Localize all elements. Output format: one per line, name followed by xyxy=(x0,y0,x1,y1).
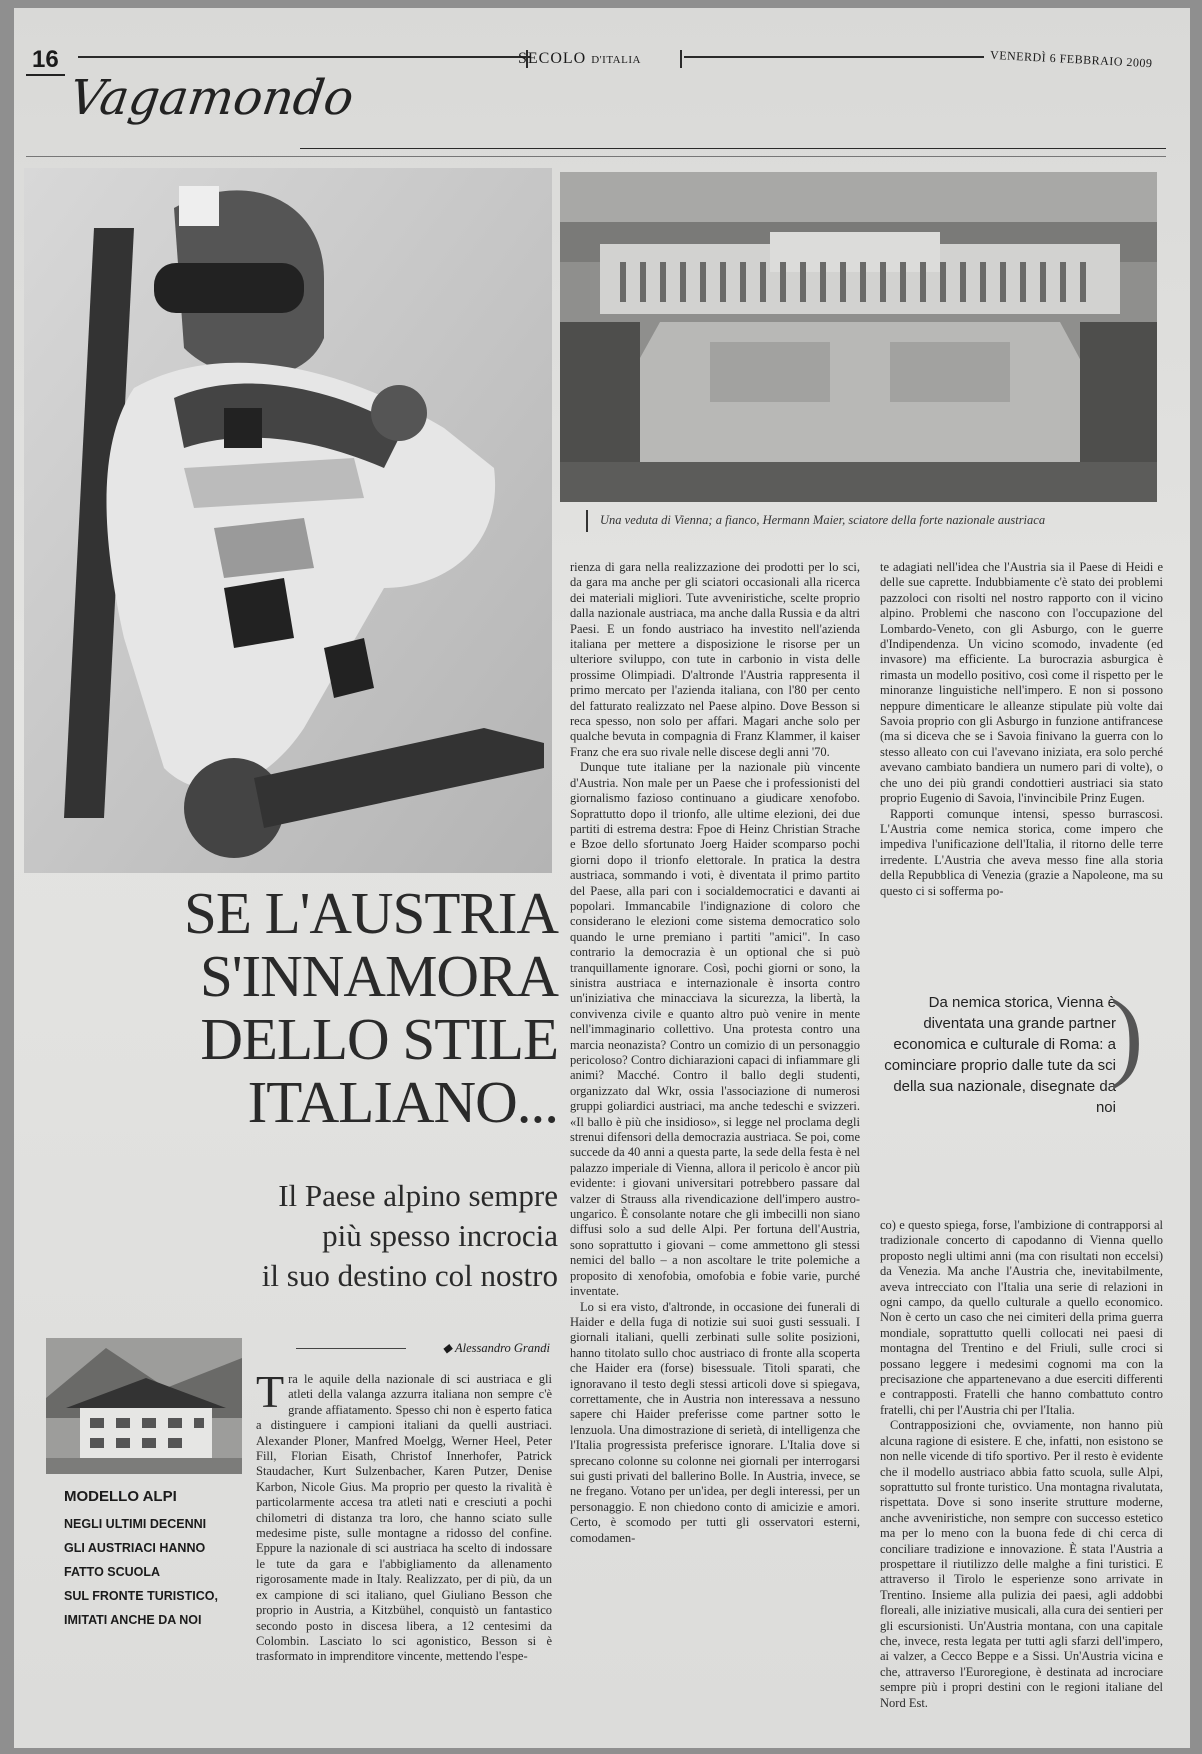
subhead-line: Il Paese alpino sempre xyxy=(278,1178,558,1213)
dateline: VENERDÌ 6 FEBBRAIO 2009 xyxy=(989,47,1153,71)
sidebar-title: MODELLO ALPI xyxy=(64,1488,177,1505)
section-title: Vagamondo xyxy=(66,70,358,126)
skier-photo xyxy=(24,168,552,873)
headline-line: S'INNAMORA xyxy=(200,943,558,1009)
byline: ◆ Alessandro Grandi xyxy=(442,1341,550,1355)
headline xyxy=(40,882,558,1134)
headline-line: ITALIANO... xyxy=(247,1069,558,1135)
headline-line: DELLO STILE xyxy=(200,1006,558,1072)
subheadline xyxy=(40,1176,558,1296)
sidebar-body xyxy=(64,1512,244,1632)
page-number: 16 xyxy=(26,46,65,76)
article-column-3-continued xyxy=(880,1218,1163,1738)
article-text: ra le aquile della nazionale di sci austriaca e gli atleti della valanga azzurra italiana non sempre c'è grande affiatamento. Spesso chi non è esperto fatica a distinguere i campioni italiani da quelli austriaci. Alexander Ploner, Manfred Moelgg, Werner Heel, Peter Fill, Florian Eisath, Christof Innerhofer, Patrick Staudacher, Kurt Sulzenbacher, Karen Putzer, Denise Karbon, Nicole Gius. Ma proprio per questo la rivalità è particolarmente accesa tra atleti nati e cresciuti a pochi chilometri di distanza tra loro, che hanno sciato sulle medesime piste, sulle montagne a ridosso del confine. Eppure la nazionale di sci austriaca ha scelto di indossare le tute da gara e l'abbigliamento da allenamento rigorosamente made in Italy. Realizzato, per di più, da un ex campione di sci italiano, quel Giuliano Besson che proprio in Austria, a Kitzbühel, conquistò un fantastico secondo posto in discesa libera, a 12 centesimi da Colombin. Lasciato lo sci agonistico, Besson si è trasformato in imprenditore vincente, mettendo l'espe- xyxy=(256,1372,552,1664)
headline-line: SE L'AUSTRIA xyxy=(184,880,558,946)
pull-quote: Da nemica storica, Vienna è diventata una grande partner economica e culturale di Roma: a cominciare proprio dalle tute da sci della sua nazionale, disegnate da noi xyxy=(884,994,1116,1116)
pull-quote-bracket: ) xyxy=(1110,979,1144,1090)
sidebar-line: NEGLI ULTIMI DECENNI xyxy=(64,1517,207,1531)
masthead-title: SECOLO xyxy=(518,50,587,67)
article-paragraph: Contrapposizioni che, ovviamente, non hanno più alcuna ragione di esistere. E che, infatti, non esistono se non nelle vicende di tifo sportivo. Per il resto è evidente che il modello austriaco abbia fatto scuola, sulle Alpi, soprattutto sul fronte turistico. Una montagna rivalutata, rispettata. Dove si sono inserite strutture moderne, anche avveniristiche, non sempre con successo estetico ma per lo meno con la buona fede di chi cerca di conciliare tradizione e innovazione. È stata l'Austria a prospettare il riutilizzo delle malghe a fini turistici. E attraverso il Tirolo le esperienze sono arrivate in Trentino. Insieme alla pulizia dei paesi, agli addobbi floreali, alle iniziative musicali, alla cura dei sentieri per gli escursionisti. Un'Austria montana, con una capitale che, invece, resta legata per tutti agli sfarzi dell'impero, ai valzer, a Cecco Beppe e a Sissi. Un'Austria vicina e che, attraverso l'Euroregione, è destinata ad incrociare sempre più i propri destini con le regioni italiane del Nord Est. xyxy=(880,1418,1163,1710)
sidebar-line: SUL FRONTE TURISTICO, xyxy=(64,1589,218,1603)
article-paragraph: co) e questo spiega, forse, l'ambizione di contrapporsi al tradizionale concerto di capodanno di Vienna quello proposto negli ultimi anni (ma con risultati non eccelsi) da Venezia. Ma anche l'Austria che, inevitabilmente, aveva intrecciato con l'Italia una serie di relazioni in ogni campo, da quello culturale a quello economico. Non è certo un caso che nei cimiteri della prima guerra mondiale, soprattutto quelli collocati nei paesi di montagna del Trentino e del Friuli, sulle croci si possano leggere i medesimi cognomi ma con la precisazione che appartenevano a due eserciti differenti e contrapposti. Fratelli che hanno combattuto contro fratelli, chi per l'Austria chi per l'Italia. xyxy=(880,1218,1163,1417)
article-paragraph: Lo si era visto, d'altronde, in occasione dei funerali di Haider e della fuga di notizie sui suoi gusti sessuali. I giornali italiani, quelli zerbinati sulle solite posizioni, hanno titolato sullo choc austriaco di fronte alla scoperta che Haider era (forse) bisessuale. Titoli sparati, che ignoravano il testo degli stessi articoli dove si spiegava, correttamente, che in Austria non interessava a nessuno sapere chi Haider preferisse come partner sotto le lenzuola. Una dimostrazione di serietà, di intelligenza che l'Italia progressista preferisce ignorare. L'Italia dove si sprecano colonne su colonne nei giornali per interrogarsi sui gusti privati del ballerino Bolle. In Austria, invece, se ne fregano. Votano per un'idea, per degli interessi, per un personaggio. E non chiedono conto di amicizie e amori. Certo, è scomodo per tutti gli osservatori esterni, comodamen- xyxy=(570,1299,860,1545)
sidebar-line: FATTO SCUOLA xyxy=(64,1565,161,1579)
photo-caption: Una veduta di Vienna; a fianco, Hermann Maier, sciatore della forte nazionale austriaca xyxy=(600,513,1046,527)
section-rule xyxy=(300,148,1166,149)
sidebar-line: IMITATI ANCHE DA NOI xyxy=(64,1613,202,1627)
article-paragraph: Rapporti comunque intensi, spesso burrascosi. L'Austria come nemica storica, come impero che impediva l'unificazione dell'Italia, il ritorno delle terre irredente. L'Austria che aveva messo fine alla storia della Repubblica di Venezia (grazie a Napoleone, ma su questo ci si sofferma po- xyxy=(880,806,1163,898)
header-rule-left xyxy=(78,56,530,58)
subhead-line: il suo destino col nostro xyxy=(261,1258,558,1293)
section-rule-2 xyxy=(26,156,1166,157)
masthead-subtitle: D'ITALIA xyxy=(591,54,641,66)
drop-cap: T xyxy=(256,1372,285,1417)
author-name: Alessandro Grandi xyxy=(454,1341,550,1355)
article-paragraph: te adagiati nell'idea che l'Austria sia il Paese di Heidi e delle sue caprette. Indubbiamente c'è stato dei problemi pazzoloci con risolti nel nostro rapporto con il vicino alpino. Problemi che nascono con l'occupazione del Lombardo-Veneto, con gli Asburgo, con le guerre d'Indipendenza. Un vicino scomodo, invadente (ed invasore) ma efficiente. La burocrazia asburgica è rimasta un modello positivo, così come il rispetto per le minoranze linguistiche nell'impero. E non si possono neppure dimenticare le alleanze stipulate più volte dai Savoia proprio con gli Asburgo in funzione antifrancese (ma si diceva che se i Savoia finivano la guerra con lo stesso alleato con cui l'avevano iniziata, era solo perché avevano cambiato bandiera un numero pari di volte), o che uno dei più grandi condottieri austriaci sia stato proprio Eugenio di Savoia, l'invincibile Prinz Eugen. xyxy=(880,560,1163,806)
caption-marker xyxy=(586,510,588,532)
vienna-photo xyxy=(560,172,1157,502)
article-paragraph: Dunque tute italiane per la nazionale più vincente d'Austria. Non male per un Paese che i professionisti del giornalismo fazioso continuano a giudicare xenofobo. Soprattutto dopo il trionfo, alle ultime elezioni, dei due partiti di estrema destra: Fpoe di Heinz Christian Strache e Bzoe dello sfortunato Joerg Haider scomparso pochi giorni dopo il trionfo elettorale. In pratica la destra austriaca, sommando i voti, è diventata il primo partito del Paese, alla pari con i socialdemocratici e davanti ai popolari. Immancabile l'indignazione di coloro che considerano le elezioni come sistema democratico solo quando le urne premiano i partiti "amici". In caso contrario la democrazia è un optional che si può tranquillamente ignorare. Così, pochi giorni or sono, la sinistra austriaca e internazionale è insorta contro un'iniziativa che minacciava la sicurezza, la libertà, la convivenza civile e quanto altro può venire in mente nell'immaginario collettivo. Una protesta contro una marcia neonazista? Contro un comizio di un personaggio pericoloso? Contro dichiarazioni capaci di infiammare gli animi? Macché. Contro il ballo degli studenti, organizzato dal Wkr, ossia l'associazione di numerosi gruppi goliardici austriaci, ma anche tedeschi e svizzeri. «Il ballo è più che insidioso», si legge nel proclama degli strenui difensori della democrazia austriaca. Se poi, come succede da 40 anni a questa parte, la sede della festa è nel palazzo imperiale di Vienna, allora il pericolo è ancor più evidente: i giovani universitari potrebbero passare dal valzer di Strauss alla rivendicazione dell'impero austro-ungarico. È consolante notare che gli imbecilli non siano diffusi solo a sud delle Alpi. Per fortuna dell'Austria, sono soprattutto i giovani – come ammettono gli stessi nemici del ballo – a non ascoltare le trite polemiche a proposito di xenofobia, omofobia e fobie varie, purché inventate. xyxy=(570,760,860,1299)
masthead xyxy=(518,50,641,68)
article-column-1 xyxy=(256,1372,552,1740)
header-rule-right xyxy=(684,56,984,58)
header-divider-2 xyxy=(680,50,682,68)
chalet-photo xyxy=(46,1338,242,1474)
article-column-3 xyxy=(880,560,1163,972)
article-column-2 xyxy=(570,560,860,1740)
article-paragraph: rienza di gara nella realizzazione dei prodotti per lo sci, da gara ma anche per gli sciatori occasionali alla ricerca dei materiali migliori. Tute avveniristiche, scelte proprio dalla nazionale austriaca, ma anche dalla Russia e da altri Paesi. E un fondo austriaco ha investito nell'azienda italiana per mettere a disposizione le risorse per un ulteriore sviluppo, con tute in carbonio in vista delle prossime Olimpiadi. D'altronde l'Austria rappresenta il primo mercato per l'azienda italiana, con l'80 per cento del fatturato realizzato nel Paese alpino. Dove Besson si reca spesso, non solo per affari. Magari anche solo per qualche bevuta in compagnia di Franz Klammer, il kaiser Franz che era suo rivale nelle discese degli anni '70. xyxy=(570,560,860,759)
sidebar-line: GLI AUSTRIACI HANNO xyxy=(64,1541,206,1555)
subhead-line: più spesso incrocia xyxy=(322,1218,558,1253)
